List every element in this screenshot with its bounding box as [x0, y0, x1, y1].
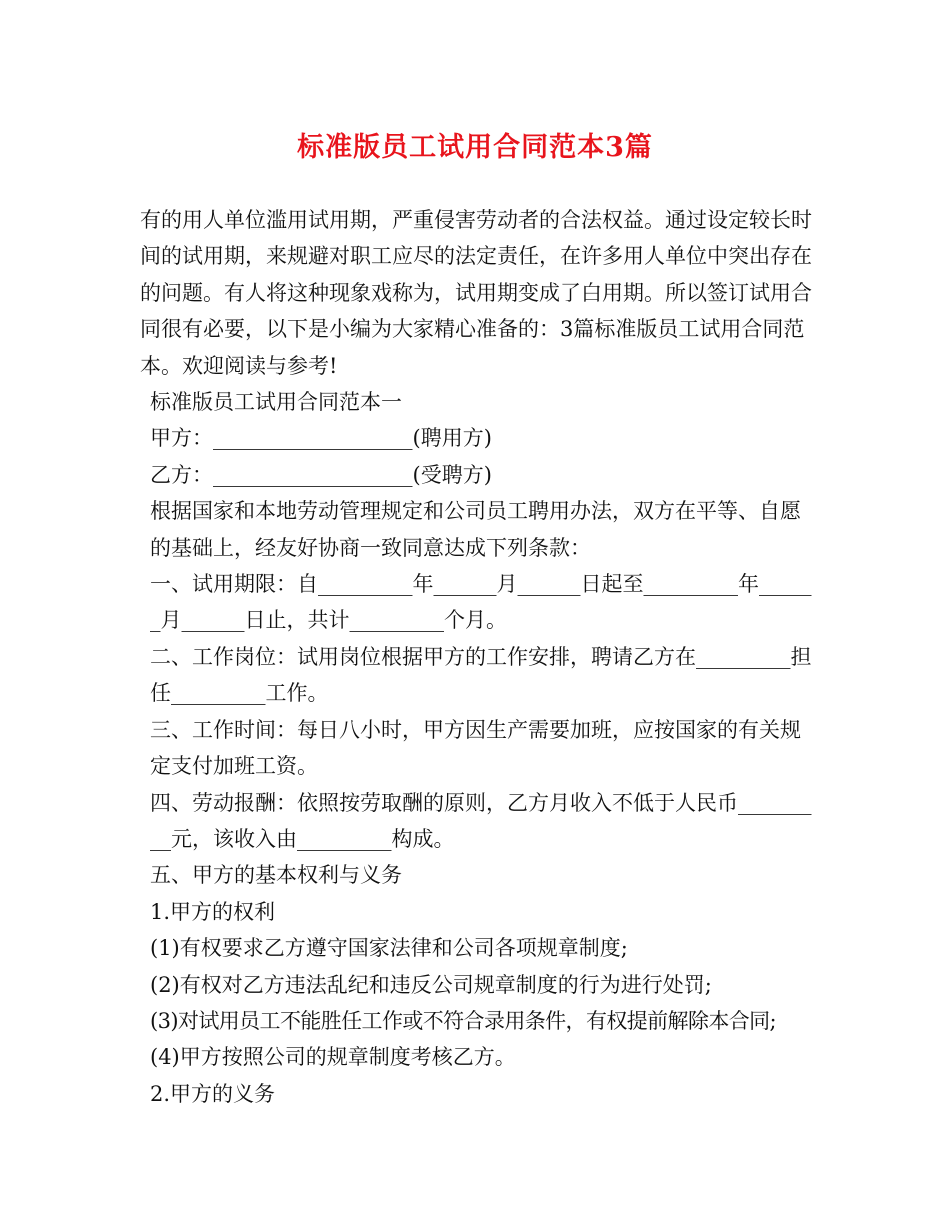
agreement-basis-paragraph: 根据国家和本地劳动管理规定和公司员工聘用办法，双方在平等、自愿的基础上，经友好协商一致同意达成下列条款：: [150, 499, 801, 560]
section-heading-contract-one: 标准版员工试用合同范本一: [150, 390, 402, 415]
party-a-line: 甲方：___________________(聘用方): [150, 426, 492, 451]
document-body: [140, 202, 820, 1112]
document-title: 标准版员工试用合同范本3篇: [297, 132, 653, 163]
right-item-4: (4)甲方按照公司的规章制度考核乙方。: [150, 1045, 516, 1070]
intro-paragraph: 有的用人单位滥用试用期，严重侵害劳动者的合法权益。通过设定较长时间的试用期，来规避对职工应尽的法定责任，在许多用人单位中突出存在的问题。有人将这种现象戏称为，试用期变成了白用期。所以签订试用合同很有必要，以下是小编为大家精心准备的：3篇标准版员工试用合同范本。欢迎阅读与参考!: [140, 208, 812, 378]
right-item-2: (2)有权对乙方违法乱纪和违反公司规章制度的行为进行处罚;: [150, 972, 712, 997]
clause-party-a-rights-duties: 五、甲方的基本权利与义务: [150, 863, 402, 888]
clause-remuneration: 四、劳动报酬：依照按劳取酬的原则，乙方月收入不低于人民币_________元，该收入由_________构成。: [150, 790, 812, 851]
subheading-party-a-duties: 2.甲方的义务: [150, 1081, 276, 1106]
right-item-1: (1)有权要求乙方遵守国家法律和公司各项规章制度;: [150, 936, 628, 961]
right-item-3: (3)对试用员工不能胜任工作或不符合录用条件，有权提前解除本合同;: [150, 1008, 777, 1033]
clause-job-position: 二、工作岗位：试用岗位根据甲方的工作安排，聘请乙方在_________担任_________工作。: [150, 644, 812, 706]
clause-working-hours: 三、工作时间：每日八小时，甲方因生产需要加班，应按国家的有关规定支付加班工资。: [150, 717, 801, 779]
subheading-party-a-rights: 1.甲方的权利: [150, 899, 276, 924]
clause-probation-period: 一、试用期限：自_________年______月______日起至_________年______月______日止，共计_________个月。: [150, 572, 812, 633]
party-b-line: 乙方：___________________(受聘方): [150, 462, 492, 487]
